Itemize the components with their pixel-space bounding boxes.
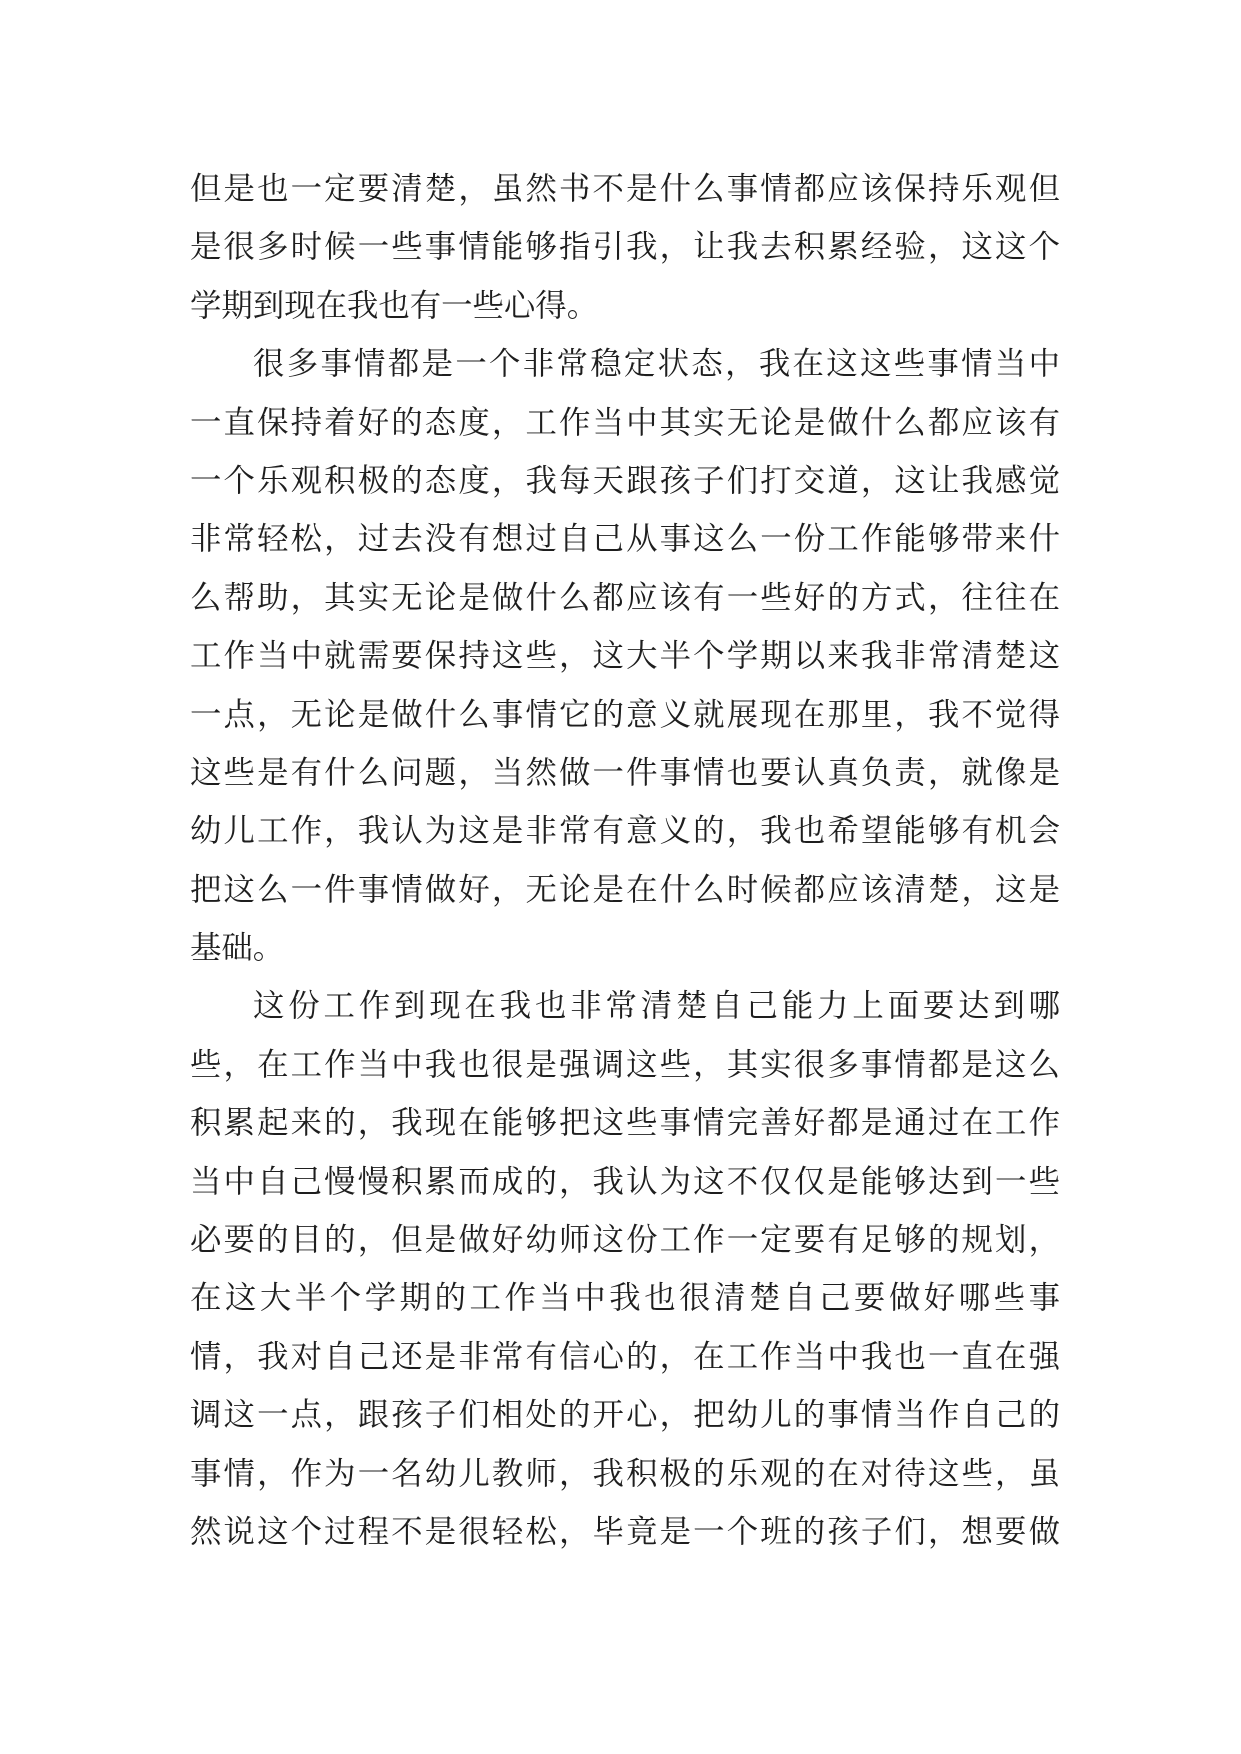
- text-line: 非常轻松，过去没有想过自己从事这么一份工作能够带来什: [190, 521, 1060, 558]
- body-text: [190, 160, 1060, 1561]
- text-line: 基础。: [190, 930, 285, 967]
- paragraph-first-line: 这份工作到现在我也非常清楚自己能力上面要达到哪: [253, 988, 1060, 1025]
- text-line: 一点，无论是做什么事情它的意义就展现在那里，我不觉得: [190, 696, 1060, 733]
- text-line: 一直保持着好的态度，工作当中其实无论是做什么都应该有: [190, 404, 1060, 441]
- text-line: 么帮助，其实无论是做什么都应该有一些好的方式，往往在: [190, 579, 1060, 616]
- text-line: 工作当中就需要保持这些，这大半个学期以来我非常清楚这: [190, 638, 1060, 675]
- text-line: 当中自己慢慢积累而成的，我认为这不仅仅是能够达到一些: [190, 1163, 1060, 1200]
- text-line: 些，在工作当中我也很是强调这些，其实很多事情都是这么: [190, 1046, 1060, 1083]
- text-line: 情，我对自己还是非常有信心的，在工作当中我也一直在强: [190, 1338, 1060, 1375]
- text-line: 事情，作为一名幼儿教师，我积极的乐观的在对待这些，虽: [190, 1455, 1060, 1492]
- paragraph-first-line: 很多事情都是一个非常稳定状态，我在这这些事情当中: [253, 346, 1060, 383]
- text-line: 必要的目的，但是做好幼师这份工作一定要有足够的规划，: [190, 1222, 1060, 1259]
- text-line: 一个乐观积极的态度，我每天跟孩子们打交道，这让我感觉: [190, 462, 1060, 499]
- text-line: 是很多时候一些事情能够指引我，让我去积累经验，这这个: [190, 229, 1060, 266]
- text-line: 这些是有什么问题，当然做一件事情也要认真负责，就像是: [190, 754, 1060, 791]
- text-line: 在这大半个学期的工作当中我也很清楚自己要做好哪些事: [190, 1280, 1060, 1317]
- text-line: 学期到现在我也有一些心得。: [190, 287, 599, 324]
- text-line: 但是也一定要清楚，虽然书不是什么事情都应该保持乐观但: [190, 171, 1060, 207]
- text-line: 然说这个过程不是很轻松，毕竟是一个班的孩子们，想要做: [190, 1513, 1060, 1550]
- text-line: 把这么一件事情做好，无论是在什么时候都应该清楚，这是: [190, 871, 1060, 908]
- text-line: 积累起来的，我现在能够把这些事情完善好都是通过在工作: [190, 1105, 1060, 1142]
- text-line: 调这一点，跟孩子们相处的开心，把幼儿的事情当作自己的: [190, 1397, 1060, 1434]
- text-line: 幼儿工作，我认为这是非常有意义的，我也希望能够有机会: [190, 813, 1060, 850]
